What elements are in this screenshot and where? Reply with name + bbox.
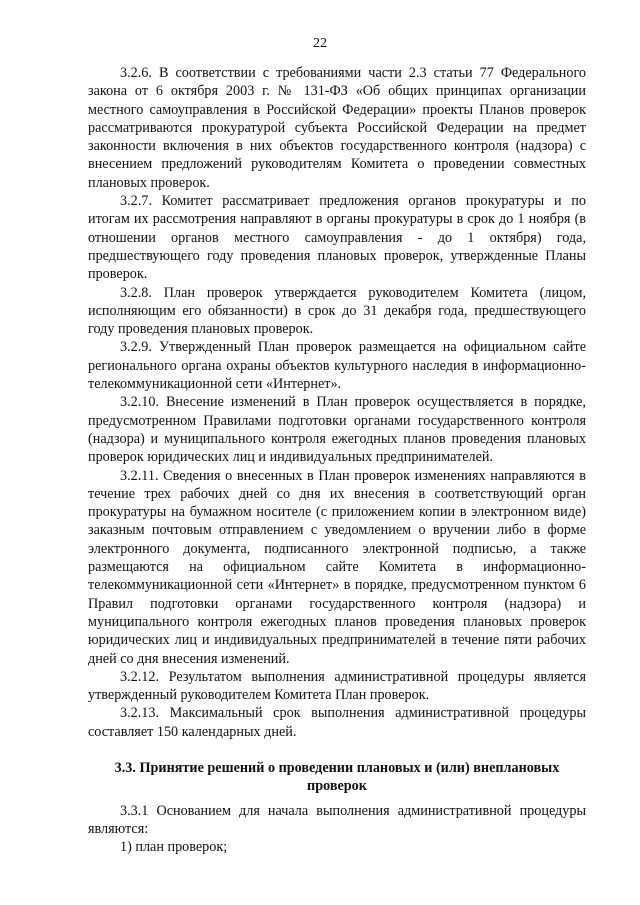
document-body xyxy=(88,64,586,856)
section-heading: 3.3. Принятие решений о проведении плановых и (или) внеплановых проверок xyxy=(114,759,560,795)
paragraph-3-3-1: 3.3.1 Основанием для начала выполнения административной процедуры являются: xyxy=(88,802,586,837)
paragraph-3-2-13: 3.2.13. Максимальный срок выполнения административной процедуры составляет 150 календарных дней. xyxy=(88,705,586,740)
section-spacer xyxy=(88,741,586,759)
paragraph-3-2-8: 3.2.8. План проверок утверждается руководителем Комитета (лицом, исполняющим его обязанности) в срок до 31 декабря года, предшествующего году проведения плановых проверок. xyxy=(88,284,586,338)
paragraph-3-2-10: 3.2.10. Внесение изменений в План проверок осуществляется в порядке, предусмотренном Правилами подготовки органами государственного контроля (надзора) и муниципального контроля ежегодных планов проведения плановых проверок юридических лиц и индивидуальных предпринимателей. xyxy=(88,394,586,466)
paragraph-3-2-9: 3.2.9. Утвержденный План проверок размещается на официальном сайте регионального органа охраны объектов культурного наследия в информационно-телекоммуникационной сети «Интернет». xyxy=(88,339,586,393)
paragraph-3-2-6: 3.2.6. В соответствии с требованиями части 2.3 статьи 77 Федерального закона от 6 октября 2003 г. № 131-ФЗ «Об общих принципах организации местного самоуправления в Российской Федерации» проекты Планов проверок рассматриваются прокуратурой субъекта Российской Федерации на предмет законности включения в них объектов государственного контроля (надзора) с внесением предложений руководителям Комитета о проведении совместных плановых проверок. xyxy=(88,65,586,191)
paragraph-3-2-7: 3.2.7. Комитет рассматривает предложения органов прокуратуры и по итогам их рассмотрения направляют в органы прокуратуры в срок до 1 ноября (в отношении органов местного самоуправления - до 1 октября) года, предшествующего году проведения плановых проверок, утвержденные Планы проверок. xyxy=(88,193,586,283)
list-item-plan: 1) план проверок; xyxy=(120,839,228,856)
page-number: 22 xyxy=(313,36,327,51)
paragraph-3-2-12: 3.2.12. Результатом выполнения административной процедуры является утвержденный руководителем Комитета План проверок. xyxy=(88,668,586,704)
paragraph-3-2-11: 3.2.11. Сведения о внесенных в План проверок изменениях направляются в течение трех рабочих дней со дня их внесения в соответствующий орган прокуратуры на бумажном носителе (с приложением копии в электронном виде) заказным почтовым отправлением с уведомлением о вручении либо в форме электронного документа, подписанного электронной подписью, а также размещаются на официальном сайте Комитета в информационно-телекоммуникационной сети «Интернет» в порядке, предусмотренном пунктом 6 Правил подготовки органами государственного контроля (надзора) и муниципального контроля ежегодных планов проведения плановых проверок юридических лиц и индивидуальных предпринимателей в течение пяти рабочих дней со дня внесения изменений. xyxy=(88,467,586,667)
